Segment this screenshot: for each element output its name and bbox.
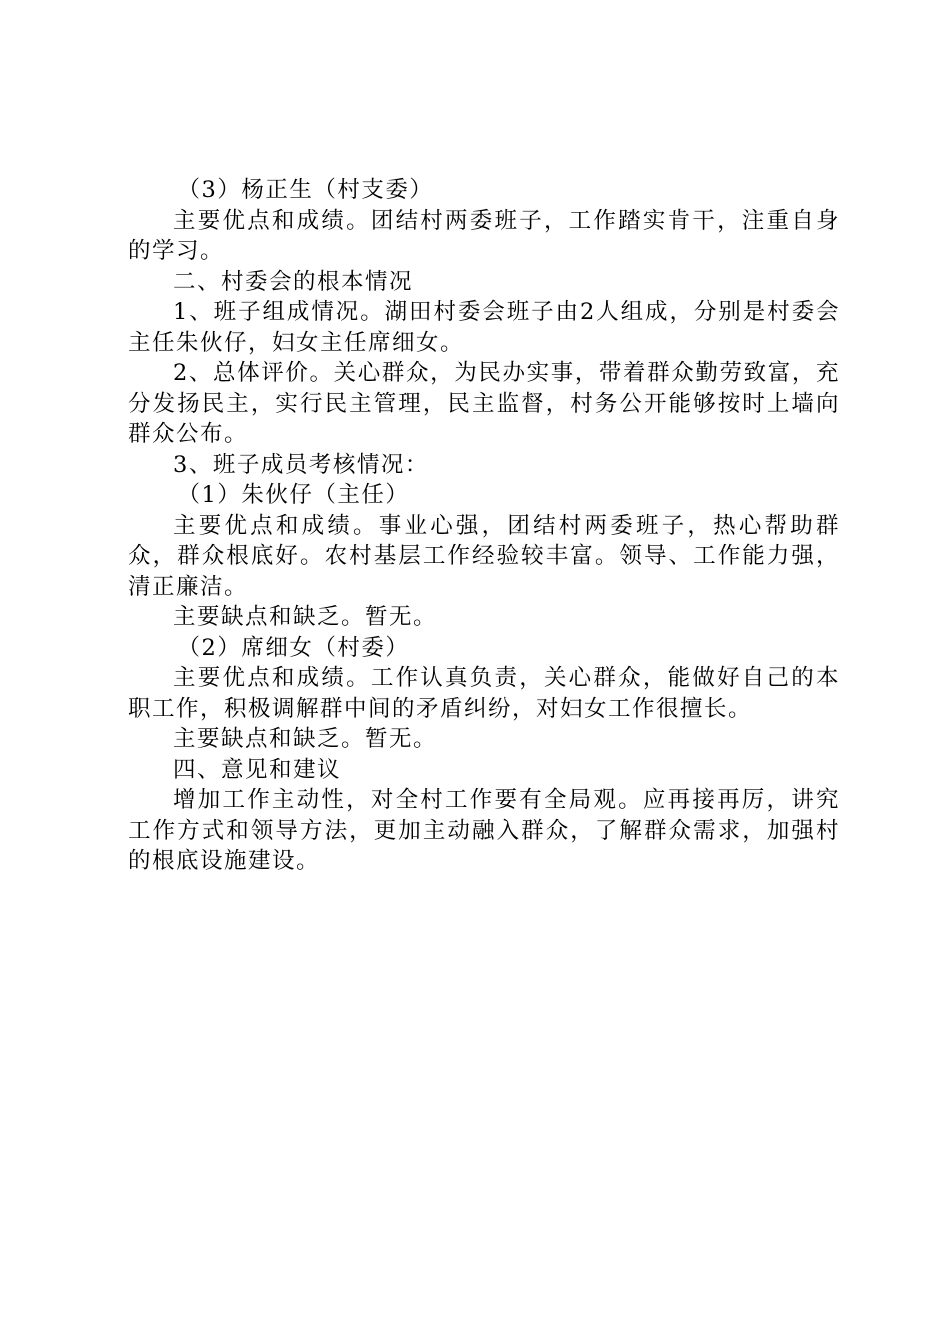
section-heading-suggestions: 四、意见和建议 <box>173 756 342 783</box>
paragraph-xi-strengths: 主要优点和成绩。工作认真负责，关心群众，能做好自己的本职工作，积极调解群中间的矛盾纠纷，对妇女工作很擅长。 <box>128 665 840 722</box>
paragraph-suggestions: 增加工作主动性，对全村工作要有全局观。应再接再厉，讲究工作方式和领导方法，更加主动融入群众，了解群众需求，加强村的根底设施建设。 <box>128 787 840 874</box>
paragraph-xi-weaknesses: 主要缺点和缺乏。暂无。 <box>173 726 438 752</box>
member-heading-zhu: （1）朱伙仔（主任） <box>177 482 410 508</box>
paragraph-zhu-weaknesses: 主要缺点和缺乏。暂无。 <box>173 604 438 630</box>
document-body <box>128 175 840 877</box>
paragraph-team-composition: 1、班子组成情况。湖田村委会班子由2人组成，分别是村委会主任朱伙仔，妇女主任席细女。 <box>128 299 840 356</box>
paragraph-overall-evaluation: 2、总体评价。关心群众，为民办实事，带着群众勤劳致富，充分发扬民主，实行民主管理，民主监督，村务公开能够按时上墙向群众公布。 <box>128 360 840 447</box>
paragraph-zhu-strengths: 主要优点和成绩。事业心强，团结村两委班子，热心帮助群众，群众根底好。农村基层工作经验较丰富。领导、工作能力强，清正廉洁。 <box>128 512 840 600</box>
member-heading-yang: （3）杨正生（村支委） <box>177 177 434 203</box>
paragraph-yang-strengths: 主要优点和成绩。团结村两委班子，工作踏实肯干，注重自身的学习。 <box>128 207 840 264</box>
member-heading-xi: （2）席细女（村委） <box>177 634 410 661</box>
section-heading-village-committee: 二、村委会的根本情况 <box>173 268 414 295</box>
paragraph-member-assessment: 3、班子成员考核情况： <box>173 451 429 478</box>
